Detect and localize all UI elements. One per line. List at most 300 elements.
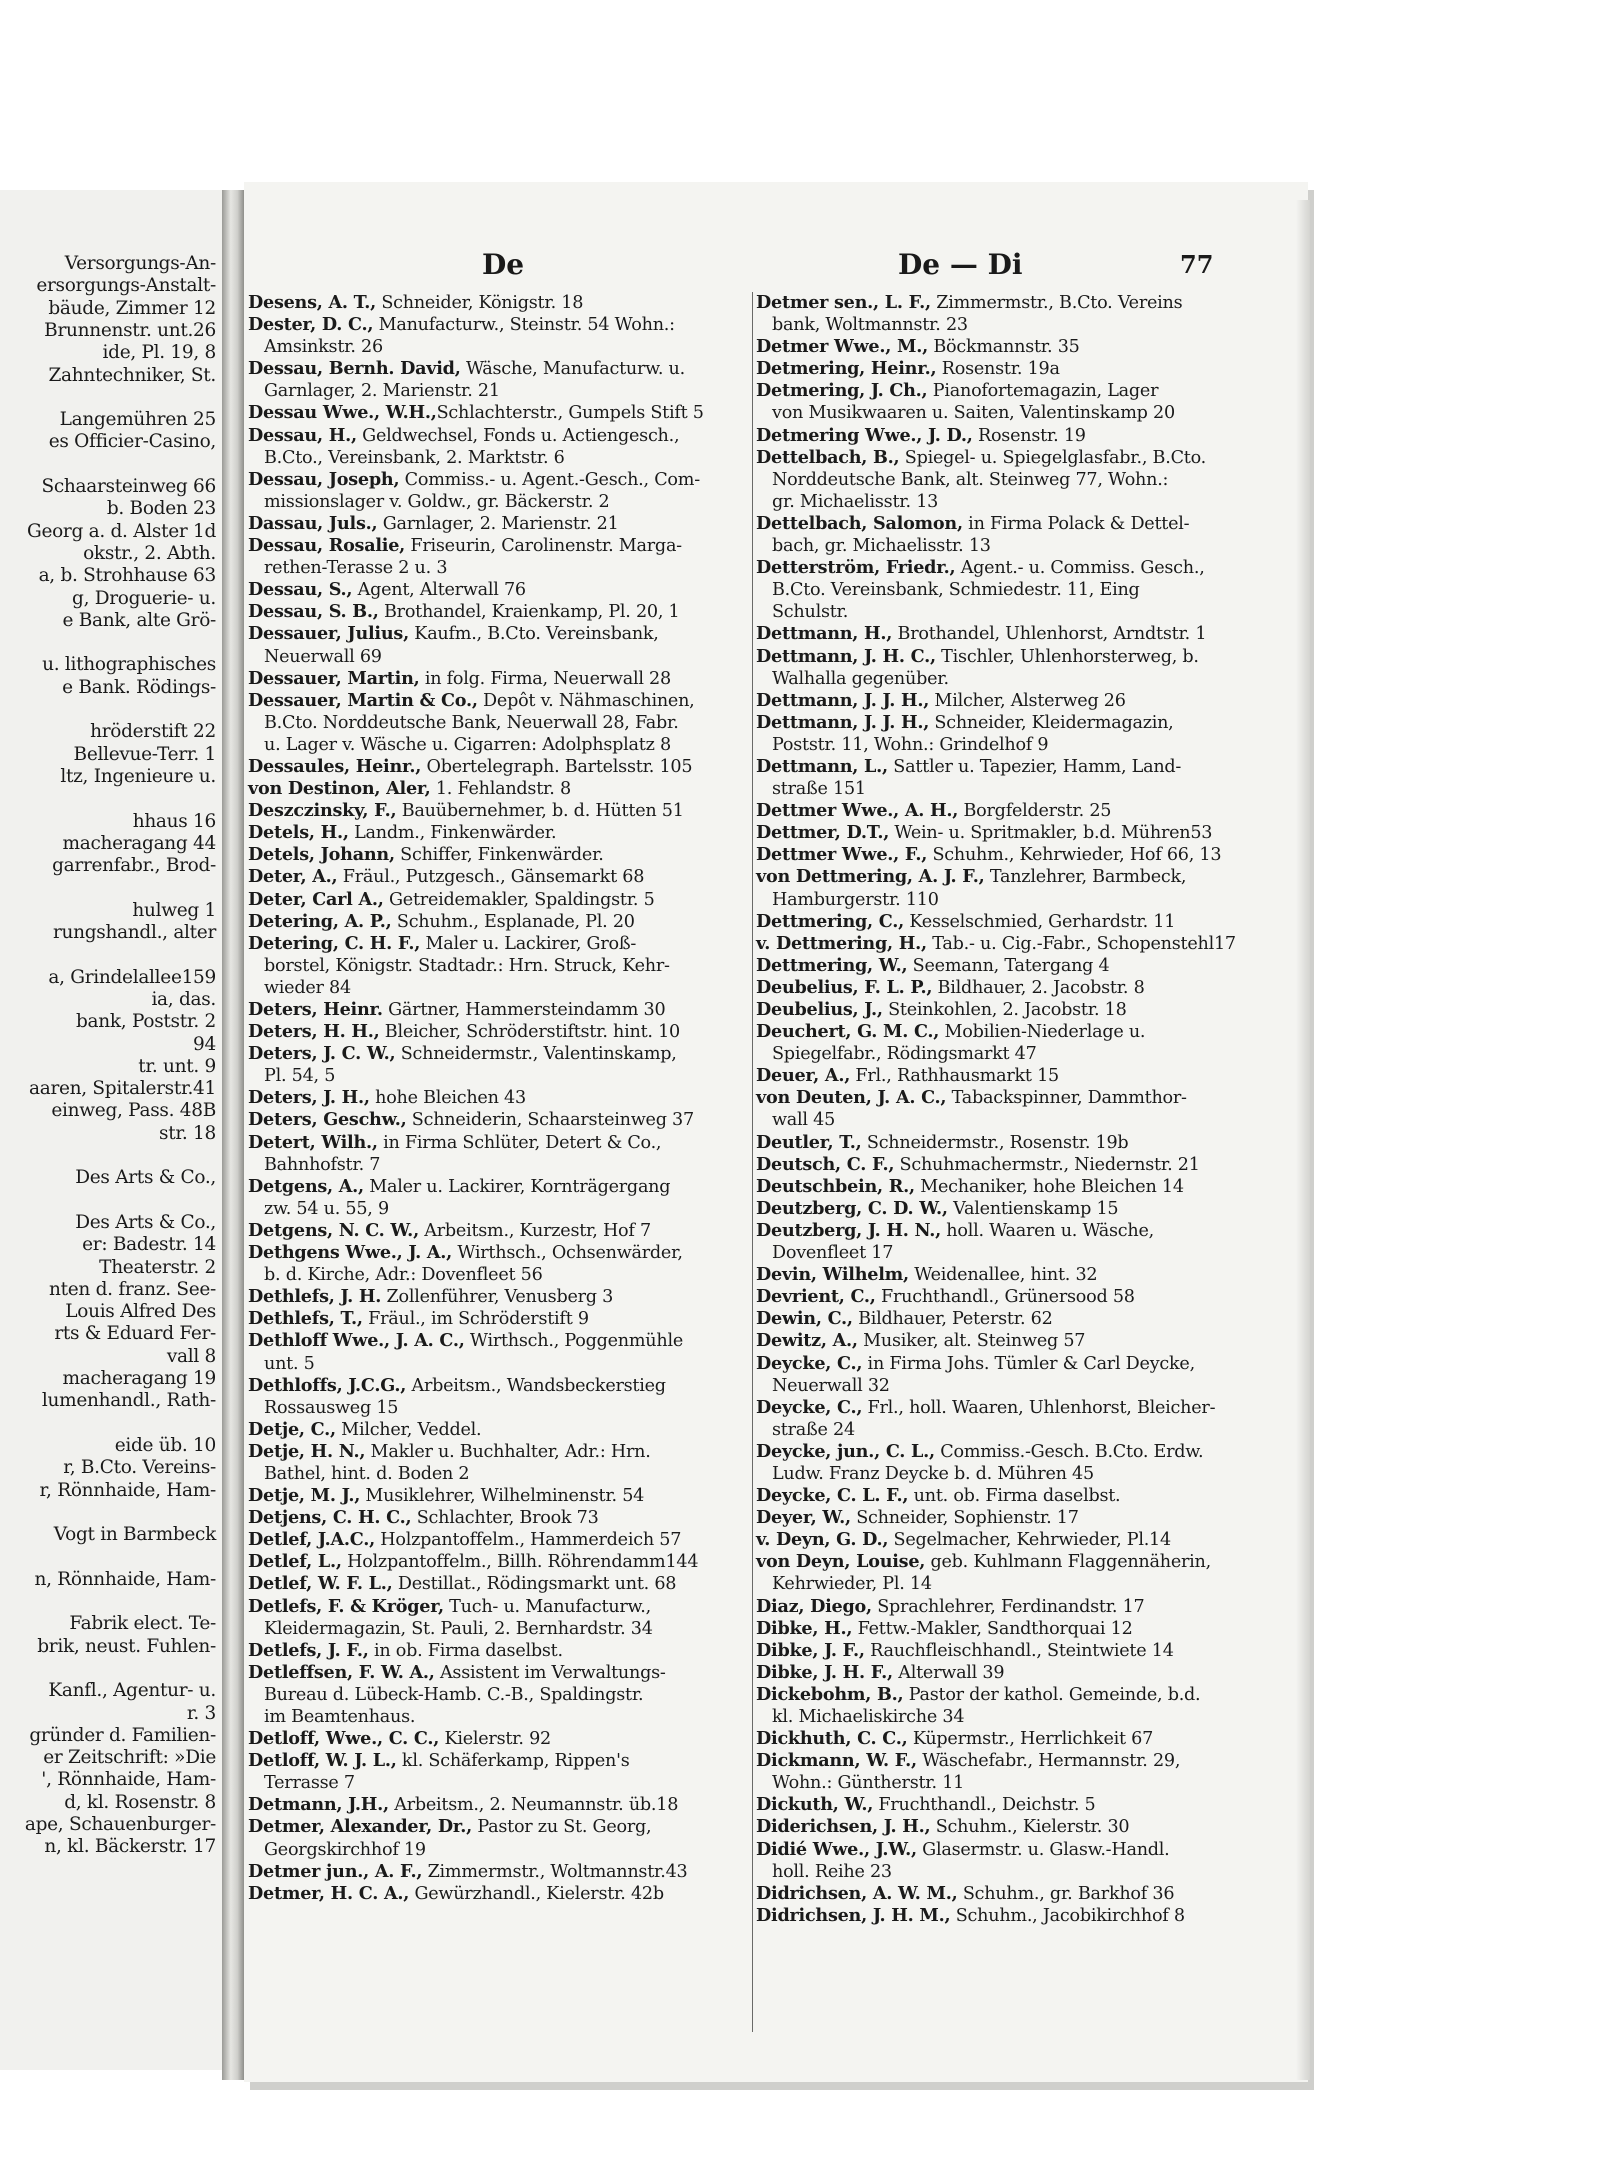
entry-text: Makler u. Buchhalter, Adr.: Hrn.: [365, 1441, 651, 1462]
entry-text: Pastor zu St. Georg,: [471, 1817, 652, 1838]
directory-entry: [756, 646, 1256, 668]
entry-continuation: Pl. 54, 5: [264, 1066, 336, 1087]
running-head-left: De: [482, 248, 525, 281]
left-fragment-line: Schaarsteinweg 66: [41, 476, 216, 497]
entry-continuation: Bathel, hint. d. Boden 2: [264, 1463, 470, 1484]
entry-text: Wein- u. Spritmakler, b.d. Mühren53: [889, 823, 1213, 844]
entry-text: Geldwechsel, Fonds u. Actiengesch.,: [356, 425, 680, 446]
left-fragment-line: u. lithographisches: [42, 654, 216, 676]
directory-entry: [756, 911, 1256, 933]
entry-name: von Destinon, Aler,: [248, 778, 431, 800]
left-fragment-line: Fabrik elect. Te-: [69, 1613, 216, 1635]
entry-text: Küpermstr., Herrlichkeit 67: [907, 1729, 1154, 1750]
directory-entry: [756, 1485, 1256, 1507]
directory-entry: [248, 1176, 748, 1198]
left-fragment-line: hhaus 16: [132, 810, 216, 832]
entry-continuation: Bahnhofstr. 7: [264, 1154, 381, 1175]
directory-entry: [756, 425, 1256, 447]
directory-entry: [248, 1640, 748, 1662]
left-fragment-line: Zahntechniker, St.: [48, 364, 216, 386]
entry-name: Dessau, Rosalie,: [248, 535, 406, 557]
entry-text: Pastor der kathol. Gemeinde, b.d.: [903, 1684, 1201, 1705]
entry-name: Dettmann, J. H. C.,: [756, 645, 936, 667]
directory-entry: [248, 535, 748, 557]
entry-text: in ob. Firma daselbst.: [368, 1640, 563, 1661]
entry-text: geb. Kuhlmann Flaggennäherin,: [925, 1552, 1211, 1573]
entry-continuation: Garnlager, 2. Marienstr. 21: [264, 381, 500, 402]
entry-name: Desens, A. T.,: [248, 292, 376, 313]
directory-entry: [248, 1375, 748, 1397]
entry-name: Detloff, Wwe., C. C.,: [248, 1728, 440, 1750]
entry-continuation: straße 151: [772, 779, 866, 800]
entry-name: Dettelbach, B.,: [756, 446, 900, 468]
left-fragment-line: eide üb. 10: [114, 1434, 216, 1456]
entry-name: Deycke, C.,: [756, 1396, 863, 1418]
entry-name: Dessau, Joseph,: [248, 468, 400, 490]
left-fragment-line: okstr., 2. Abth.: [83, 542, 216, 564]
entry-continuation: gr. Michaelisstr. 13: [772, 491, 939, 512]
entry-text: Bildhauer, Peterstr. 62: [852, 1309, 1053, 1330]
entry-name: Dessau, S.,: [248, 579, 353, 601]
entry-name: Dessau, S. B.,: [248, 601, 379, 623]
entry-continuation: Bureau d. Lübeck-Hamb. C.-B., Spaldingstr.: [264, 1684, 644, 1705]
directory-entry: [756, 1839, 1256, 1861]
entry-name: Dethloff Wwe., J. A. C.,: [248, 1330, 465, 1352]
directory-entry: [248, 314, 748, 336]
entry-name: Dettmering, C.,: [756, 910, 905, 932]
entry-text: Sattler u. Tapezier, Hamm, Land-: [887, 756, 1182, 777]
entry-text: Schuhm., Esplanade, Pl. 20: [391, 911, 635, 932]
directory-entry: [248, 1816, 748, 1838]
entry-name: Dibke, J. F.,: [756, 1639, 865, 1661]
entry-name: Detert, Wilh.,: [248, 1131, 378, 1153]
entry-continuation: missionslager v. Goldw., gr. Bäckerstr. 2: [264, 491, 610, 512]
entry-continuation: Walhalla gegenüber.: [772, 668, 949, 689]
directory-entry: [756, 1220, 1256, 1242]
directory-entry: [248, 1794, 748, 1816]
entry-text: Schneider, Königstr. 18: [375, 293, 584, 313]
entry-name: Dessaules, Heinr.,: [248, 755, 422, 777]
entry-text: Schneiderin, Schaarsteinweg 37: [406, 1110, 694, 1131]
directory-entry: [248, 889, 748, 911]
entry-text: 1. Fehlandstr. 8: [430, 779, 571, 800]
directory-entry: [756, 1728, 1256, 1750]
left-fragment-line: es Officier-Casino,: [48, 431, 216, 453]
entry-text: Frl., Rathhausmarkt 15: [850, 1066, 1059, 1087]
entry-text: Manufacturw., Steinstr. 54 Wohn.:: [373, 315, 675, 336]
entry-text: Bauübernehmer, b. d. Hütten 51: [396, 801, 684, 822]
entry-name: Deter, A.,: [248, 866, 338, 888]
directory-entry: [248, 690, 748, 712]
entry-text: hohe Bleichen 43: [369, 1088, 526, 1109]
left-fragment-line: bäude, Zimmer 12: [48, 297, 216, 319]
directory-entry: [248, 1750, 748, 1772]
entry-text: Brothandel, Uhlenhorst, Arndtstr. 1: [892, 624, 1207, 645]
entry-name: Detering, C. H. F.,: [248, 932, 421, 954]
entry-continuation: straße 24: [772, 1419, 855, 1440]
directory-entry: [756, 866, 1256, 888]
entry-continuation: wieder 84: [264, 977, 351, 998]
entry-continuation: unt. 5: [264, 1353, 315, 1374]
entry-text: Tab.- u. Cig.-Fabr., Schopenstehl17: [926, 933, 1236, 954]
entry-continuation: Dovenfleet 17: [772, 1243, 894, 1264]
entry-text: Commiss.- u. Agent.-Gesch., Com-: [399, 469, 700, 490]
entry-name: Deutsch, C. F.,: [756, 1153, 895, 1175]
left-fragment-line: e Bank. Rödings-: [62, 676, 216, 698]
entry-continuation: Rossausweg 15: [264, 1397, 399, 1418]
directory-entry: [248, 1330, 748, 1352]
left-fragment-line: b. Boden 23: [106, 498, 216, 520]
left-fragment-line: er Zeitschrift: »Die: [43, 1747, 216, 1769]
entry-name: Detmer sen., L. F.,: [756, 292, 931, 313]
directory-entry: [756, 1286, 1256, 1308]
left-fragment-line: ia, das.: [151, 988, 216, 1010]
directory-entry: [756, 712, 1256, 734]
directory-entry: [756, 1618, 1256, 1640]
entry-continuation: Georgskirchhof 19: [264, 1839, 426, 1860]
entry-name: Dickuth, W.,: [756, 1794, 874, 1816]
entry-name: Detloff, W. J. L.,: [248, 1750, 397, 1772]
entry-text: Wirthsch., Poggenmühle: [464, 1331, 683, 1352]
entry-continuation: B.Cto. Norddeutsche Bank, Neuerwall 28, Fabr.: [264, 712, 679, 733]
entry-name: Dassau, Juls.,: [248, 512, 378, 534]
left-fragment-line: ape, Schauenburger-: [24, 1814, 216, 1835]
entry-continuation: bank, Woltmannstr. 23: [772, 315, 968, 336]
entry-text: Valentienskamp 15: [947, 1198, 1119, 1219]
entry-continuation: wall 45: [772, 1110, 836, 1131]
directory-entry: [248, 999, 748, 1021]
directory-entry: [248, 844, 748, 866]
entry-name: Detje, H. N.,: [248, 1440, 366, 1462]
directory-entry: [248, 1021, 748, 1043]
directory-entry: [248, 1883, 748, 1905]
directory-entry: [756, 336, 1256, 358]
entry-text: Schlachter, Brook 73: [411, 1508, 599, 1529]
entry-name: Dessau Wwe., W.H.,: [248, 402, 437, 424]
entry-name: Dewin, C.,: [756, 1308, 853, 1330]
entry-name: Dethlefs, J. H.: [248, 1286, 382, 1308]
entry-name: Detleffsen, F. W. A.,: [248, 1661, 435, 1683]
entry-text: holl. Waaren u. Wäsche,: [940, 1220, 1154, 1241]
entry-name: Dettmann, J. J. H.,: [756, 711, 930, 733]
left-fragment-line: d, kl. Rosenstr. 8: [64, 1791, 216, 1813]
entry-name: Detlef, W. F. L.,: [248, 1573, 393, 1595]
directory-entry: [756, 1308, 1256, 1330]
entry-text: Borgfelderstr. 25: [958, 801, 1112, 822]
directory-entry: [756, 1662, 1256, 1684]
entry-name: Deuer, A.,: [756, 1065, 851, 1087]
entry-name: Didié Wwe., J.W.,: [756, 1838, 917, 1860]
entry-text: Arbeitsm., Kurzestr, Hof 7: [418, 1220, 651, 1241]
directory-entry: [248, 1419, 748, 1441]
entry-name: Detlef, L.,: [248, 1551, 342, 1573]
directory-entry: [248, 1242, 748, 1264]
directory-entry: [756, 1264, 1256, 1286]
entry-name: v. Deyn, G. D.,: [756, 1529, 889, 1551]
entry-text: Spiegel- u. Spiegelglasfabr., B.Cto.: [899, 447, 1206, 468]
entry-text: Tischler, Uhlenhorsterweg, b.: [935, 646, 1199, 667]
entry-text: Zimmermstr., Woltmannstr.43: [422, 1861, 688, 1882]
directory-entry: [248, 756, 748, 778]
directory-entry: [756, 513, 1256, 535]
left-fragment-line: Des Arts & Co.,: [75, 1167, 216, 1189]
directory-entry: [248, 1861, 748, 1883]
directory-entry: [248, 469, 748, 491]
entry-text: Schneidermstr., Rosenstr. 19b: [861, 1132, 1129, 1153]
entry-text: Destillat., Rödingsmarkt unt. 68: [392, 1574, 677, 1595]
entry-text: Arbeitsm., Wandsbeckerstieg: [406, 1375, 666, 1396]
entry-text: Sprachlehrer, Ferdinandstr. 17: [871, 1596, 1145, 1617]
entry-name: Detjens, C. H. C.,: [248, 1507, 412, 1529]
entry-text: Schuhm., gr. Barkhof 36: [957, 1883, 1175, 1904]
entry-continuation: b. d. Kirche, Adr.: Dovenfleet 56: [264, 1265, 543, 1286]
entry-continuation: Schulstr.: [772, 602, 849, 623]
entry-text: Schneider, Sophienstr. 17: [850, 1508, 1079, 1529]
entry-continuation: von Musikwaaren u. Saiten, Valentinskamp 20: [772, 403, 1175, 424]
entry-text: Bleicher, Schröderstiftstr. hint. 10: [379, 1022, 680, 1043]
entry-text: Commiss.-Gesch. B.Cto. Erdw.: [934, 1441, 1204, 1462]
entry-text: Schlachterstr., Gumpels Stift 5: [436, 403, 704, 424]
entry-name: Deyer, W.,: [756, 1507, 851, 1529]
entry-name: Didrichsen, A. W. M.,: [756, 1882, 958, 1904]
directory-entry: [248, 1529, 748, 1551]
directory-entry: [756, 955, 1256, 977]
directory-entry: [248, 1507, 748, 1529]
left-fragment-line: tr. unt. 9: [138, 1055, 216, 1077]
entry-text: Getreidemakler, Spaldingstr. 5: [383, 889, 655, 910]
entry-name: Devin, Wilhelm,: [756, 1264, 909, 1286]
entry-text: Gewürzhandl., Kielerstr. 42b: [409, 1883, 664, 1904]
directory-entry: [248, 1220, 748, 1242]
entry-text: Böckmannstr. 35: [927, 337, 1080, 358]
left-fragment-line: a, b. Strohhause 63: [38, 565, 216, 587]
entry-name: Deutzberg, J. H. N.,: [756, 1219, 941, 1241]
entry-text: Tuch- u. Manufacturw.,: [443, 1596, 651, 1617]
entry-text: Tabackspinner, Dammthor-: [946, 1088, 1187, 1109]
column-left: [248, 292, 748, 1905]
left-fragment-line: n, kl. Bäckerstr. 17: [44, 1836, 216, 1858]
left-fragment-line: Kanfl., Agentur- u.: [48, 1680, 216, 1702]
entry-text: in folg. Firma, Neuerwall 28: [419, 668, 671, 689]
entry-text: Zollenführer, Venusberg 3: [381, 1287, 614, 1308]
left-fragment-line: bank, Poststr. 2: [76, 1011, 216, 1033]
entry-name: Dettmann, L.,: [756, 755, 888, 777]
entry-continuation: Amsinkstr. 26: [264, 337, 383, 358]
directory-entry: [248, 1662, 748, 1684]
directory-entry: [248, 1132, 748, 1154]
entry-text: Musiklehrer, Wilhelminenstr. 54: [360, 1486, 645, 1507]
directory-entry: [248, 579, 748, 601]
left-fragment-line: vall 8: [166, 1345, 216, 1367]
entry-name: Deuchert, G. M. C.,: [756, 1021, 940, 1043]
entry-continuation: Spiegelfabr., Rödingsmarkt 47: [772, 1044, 1037, 1065]
left-fragment-line: ltz, Ingenieure u.: [60, 765, 216, 787]
entry-name: Detterström, Friedr.,: [756, 557, 956, 579]
directory-entry: [756, 1353, 1256, 1375]
left-fragment-line: hröderstift 22: [90, 721, 216, 743]
entry-text: Maler u. Lackirer, Groß-: [420, 933, 637, 954]
directory-entry: [756, 1640, 1256, 1662]
directory-entry: [248, 402, 748, 424]
entry-name: Dethgens Wwe., J. A.,: [248, 1242, 453, 1264]
entry-text: Holzpantoffelm., Hammerdeich 57: [374, 1530, 682, 1551]
entry-text: Schuhm., Kehrwieder, Hof 66, 13: [927, 845, 1222, 866]
entry-text: Fettw.-Makler, Sandthorquai 12: [852, 1618, 1133, 1639]
entry-name: Dickmann, W. F.,: [756, 1750, 917, 1772]
left-page-fragment: [0, 190, 225, 2070]
left-fragment-line: nten d. franz. See-: [49, 1278, 216, 1300]
directory-entry: [248, 623, 748, 645]
entry-continuation: zw. 54 u. 55, 9: [264, 1198, 389, 1219]
directory-entry: [756, 933, 1256, 955]
directory-entry: [248, 1286, 748, 1308]
directory-entry: [248, 668, 748, 690]
directory-entry: [248, 1087, 748, 1109]
entry-name: Dibke, J. H. F.,: [756, 1661, 893, 1683]
entry-continuation: Kleidermagazin, St. Pauli, 2. Bernhardstr. 34: [264, 1618, 653, 1639]
directory-entry: [756, 557, 1256, 579]
entry-text: Gärtner, Hammersteindamm 30: [382, 1000, 666, 1020]
left-fragment-line: garrenfabr., Brod-: [52, 855, 216, 877]
left-fragment-line: gründer d. Familien-: [29, 1724, 216, 1746]
entry-name: Deycke, jun., C. L.,: [756, 1440, 935, 1462]
entry-name: Dettmann, H.,: [756, 623, 893, 645]
entry-name: Deters, J. C. W.,: [248, 1043, 396, 1065]
directory-entry: [756, 292, 1256, 314]
entry-text: Obertelegraph. Bartelsstr. 105: [421, 756, 693, 777]
entry-name: Devrient, C.,: [756, 1286, 876, 1308]
entry-name: v. Dettmering, H.,: [756, 932, 927, 954]
directory-entry: [756, 1441, 1256, 1463]
entry-name: Deters, Heinr.: [248, 999, 383, 1020]
directory-entry: [248, 1485, 748, 1507]
directory-entry: [248, 1596, 748, 1618]
directory-entry: [756, 977, 1256, 999]
directory-entry: [756, 1330, 1256, 1352]
entry-name: Detmer jun., A. F.,: [248, 1860, 423, 1882]
left-fragment-line: Theaterstr. 2: [99, 1256, 216, 1278]
entry-continuation: B.Cto. Vereinsbank, Schmiedestr. 11, Eing: [772, 580, 1140, 601]
entry-name: Deubelius, F. L. P.,: [756, 976, 933, 998]
entry-name: Dettmann, J. J. H.,: [756, 689, 930, 711]
left-fragment-line: rts & Eduard Fer-: [54, 1323, 216, 1345]
entry-text: Maler u. Lackirer, Kornträgergang: [363, 1176, 671, 1197]
entry-name: Dickhuth, C. C.,: [756, 1728, 908, 1750]
entry-text: Fruchthandl., Deichstr. 5: [873, 1795, 1096, 1816]
page-number: 77: [1180, 250, 1214, 279]
directory-entry: [248, 933, 748, 955]
left-fragment-line: er: Badestr. 14: [82, 1234, 216, 1256]
entry-text: Wäschefabr., Hermannstr. 29,: [916, 1751, 1181, 1772]
left-fragment-line: Vogt in Barmbeck: [53, 1524, 216, 1546]
entry-name: Detgens, A.,: [248, 1175, 364, 1197]
directory-entry: [248, 292, 748, 314]
directory-entry: [756, 1397, 1256, 1419]
entry-name: Detels, Johann,: [248, 844, 395, 866]
directory-entry: [248, 911, 748, 933]
entry-continuation: rethen-Terasse 2 u. 3: [264, 558, 448, 579]
entry-name: Dettmer Wwe., F.,: [756, 844, 928, 866]
left-fragment-line: macheragang 44: [62, 832, 216, 854]
directory-entry: [756, 1905, 1256, 1927]
entry-text: Schneider, Kleidermagazin,: [929, 712, 1174, 733]
entry-name: Dester, D. C.,: [248, 314, 374, 336]
directory-entry: [756, 1087, 1256, 1109]
entry-name: Dettmer, D.T.,: [756, 822, 890, 844]
entry-text: Kesselschmied, Gerhardstr. 11: [904, 911, 1176, 932]
entry-text: Kaufm., B.Cto. Vereinsbank,: [408, 624, 659, 645]
entry-name: Detmering, J. Ch.,: [756, 380, 928, 402]
entry-text: Schiffer, Finkenwärder.: [394, 845, 604, 866]
entry-name: Detmann, J.H.,: [248, 1794, 389, 1816]
entry-name: Deters, J. H.,: [248, 1087, 370, 1109]
directory-entry: [756, 1750, 1256, 1772]
left-fragment-line: macheragang 19: [62, 1368, 216, 1389]
entry-name: Detlefs, F. & Kröger,: [248, 1595, 444, 1617]
entry-name: Detels, H.,: [248, 822, 349, 844]
directory-entry: [248, 1109, 748, 1131]
entry-continuation: Ludw. Franz Deycke b. d. Mühren 45: [772, 1463, 1094, 1484]
entry-text: Garnlager, 2. Marienstr. 21: [377, 513, 619, 534]
entry-name: Diaz, Diego,: [756, 1595, 872, 1617]
entry-name: Dickebohm, B.,: [756, 1683, 904, 1705]
entry-name: Deszczinsky, F.,: [248, 800, 397, 822]
entry-text: Milcher, Veddel.: [335, 1419, 482, 1440]
entry-continuation: im Beamtenhaus.: [264, 1707, 416, 1727]
entry-name: Detje, C.,: [248, 1418, 336, 1440]
directory-entry: [248, 358, 748, 380]
left-fragment-line: brik, neust. Fuhlen-: [37, 1635, 216, 1657]
entry-continuation: u. Lager v. Wäsche u. Cigarren: Adolphsplatz 8: [264, 734, 671, 755]
entry-text: Segelmacher, Kehrwieder, Pl.14: [888, 1530, 1171, 1551]
entry-name: Deycke, C. L. F.,: [756, 1485, 909, 1507]
entry-text: Kielerstr. 92: [439, 1729, 551, 1750]
entry-text: Friseurin, Carolinenstr. Marga-: [405, 536, 682, 557]
entry-text: Wirthsch., Ochsenwärder,: [452, 1243, 683, 1264]
left-fragment-line: ', Rönnhaide, Ham-: [41, 1769, 216, 1791]
entry-continuation: bach, gr. Michaelisstr. 13: [772, 536, 991, 557]
entry-name: Deters, Geschw.,: [248, 1109, 407, 1131]
directory-entry: [756, 1596, 1256, 1618]
entry-text: Assistent im Verwaltungs-: [434, 1662, 666, 1683]
entry-name: Dessau, Bernh. David,: [248, 358, 461, 380]
directory-entry: [248, 1573, 748, 1595]
entry-continuation: kl. Michaeliskirche 34: [772, 1707, 965, 1727]
entry-text: Wäsche, Manufacturw. u.: [460, 359, 685, 380]
entry-text: Fräul., Putzgesch., Gänsemarkt 68: [337, 867, 645, 888]
directory-entry: [248, 513, 748, 535]
directory-entry: [248, 1308, 748, 1330]
entry-text: Weidenallee, hint. 32: [908, 1265, 1098, 1286]
page-edge: [1296, 200, 1310, 2080]
entry-text: Schneidermstr., Valentinskamp,: [395, 1044, 677, 1065]
directory-entry: [756, 447, 1256, 469]
entry-name: Detmer, Alexander, Dr.,: [248, 1816, 472, 1838]
entry-text: Agent.- u. Commiss. Gesch.,: [955, 558, 1205, 579]
entry-name: Detmer, H. C. A.,: [248, 1882, 410, 1904]
entry-text: Tanzlehrer, Barmbeck,: [984, 867, 1187, 888]
entry-text: Mobilien-Niederlage u.: [939, 1022, 1146, 1043]
entry-name: Didrichsen, J. H. M.,: [756, 1904, 951, 1926]
directory-entry: [248, 800, 748, 822]
directory-page: [244, 182, 1308, 2082]
entry-text: Depôt v. Nähmaschinen,: [477, 690, 695, 711]
entry-text: Holzpantoffelm., Billh. Röhrendamm144: [341, 1552, 699, 1573]
entry-text: Fruchthandl., Grünersood 58: [875, 1287, 1135, 1308]
entry-name: Detgens, N. C. W.,: [248, 1219, 419, 1241]
left-fragment-line: ide, Pl. 19, 8: [102, 342, 216, 364]
entry-name: Deutschbein, R.,: [756, 1175, 915, 1197]
